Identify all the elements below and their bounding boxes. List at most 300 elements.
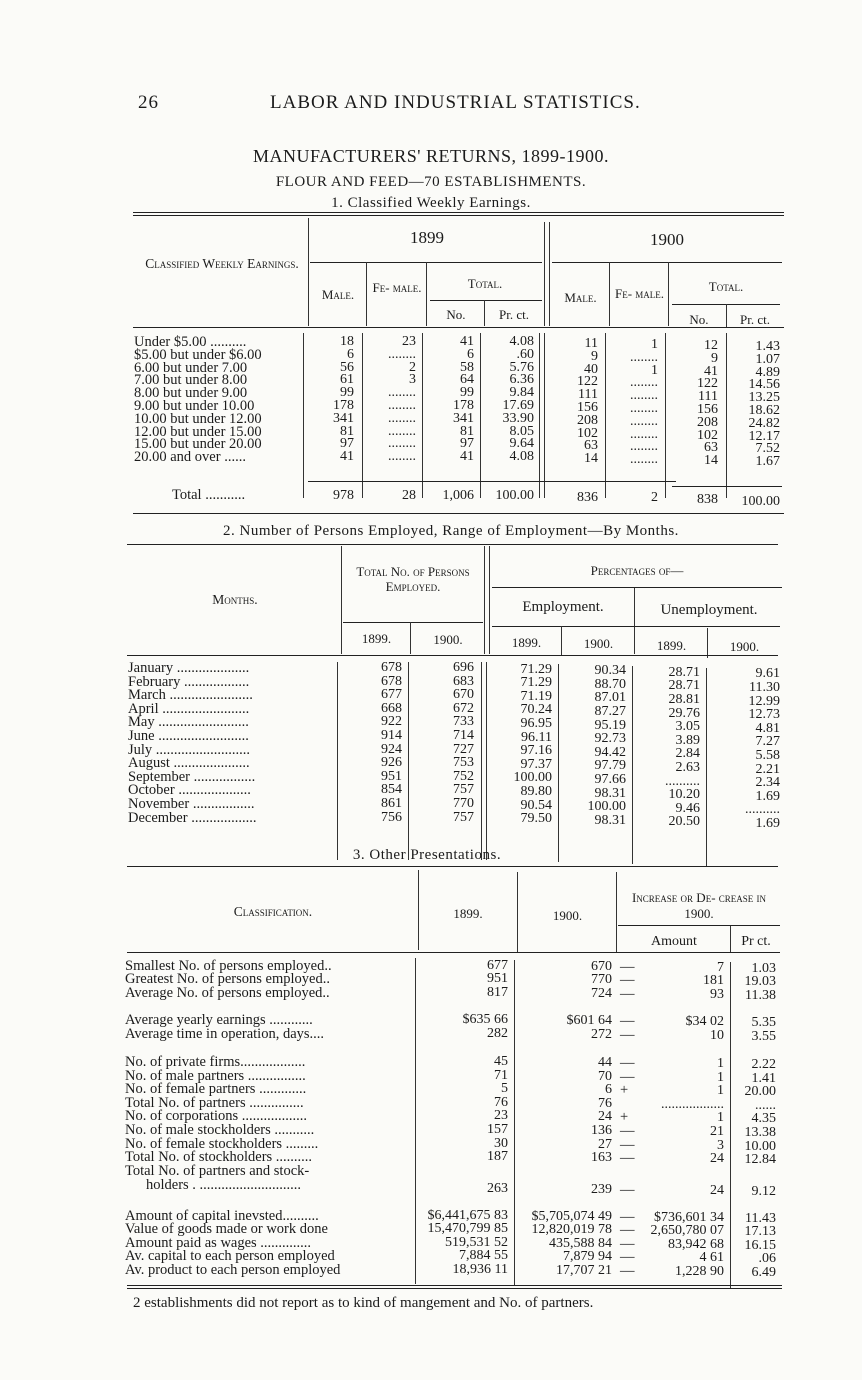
s2-cell-t99: 924 [381,741,402,757]
s1-prct-1900: Pr. ct. [740,312,770,327]
s2-row-label: March ....................... [128,687,253,704]
s3-cell-pct: 4.35 [751,1111,776,1127]
s1-divider [726,333,727,498]
s1-total-p00: 100.00 [741,494,780,509]
s1-row-label: Under $5.00 .......... [134,334,247,350]
s3-year-1899: 1899. [453,906,483,921]
s1-divider [480,333,481,498]
s1-cell-p99: 33.90 [502,410,534,426]
s3-cell-sign: — [620,1262,635,1279]
s1-cell-p99: 6.36 [509,372,534,388]
s1-cell-p00: 14.56 [748,377,780,393]
s3-cell-amount: 1 [717,1069,724,1085]
s3-bottom-rule [127,1285,782,1289]
s2-divider [561,626,562,656]
section1-top-rule [133,212,784,216]
s2-cell-e00: 95.19 [594,717,626,733]
running-head: LABOR AND INDUSTRIAL STATISTICS. [270,92,641,113]
s1-cell-f99: 23 [402,334,416,349]
s2-cell-t00: 757 [453,782,474,798]
s3-cell-1899: 71 [494,1067,508,1083]
report-subtitle: FLOUR AND FEED—70 ESTABLISHMENTS. [275,174,587,190]
s1-cell-f00: ........ [630,452,658,468]
report-title: MANUFACTURERS' RETURNS, 1899-1900. [253,146,609,166]
s1-cell-n00: 102 [697,427,718,443]
s1-cell-p99: 4.08 [509,334,534,349]
s2-cell-t99: 914 [381,728,402,743]
s2-row-label: September ................. [128,768,256,785]
s1-divider [422,333,423,498]
s2-total-hdr: Total No. of Persons Employed. [356,564,470,594]
s1-cell-p00: 1.07 [755,351,780,367]
s1-cell-m00: 122 [577,374,598,390]
s2-cell-e00: 87.01 [594,690,626,706]
s2-cell-t99: 678 [381,660,402,675]
s3-cell-amount: 83,942 68 [668,1236,724,1252]
s2-divider [707,628,708,658]
s1-total-n00: 838 [697,492,718,507]
s1-total-f00: 2 [651,490,658,505]
s3-cell-pct: 12.84 [744,1152,776,1168]
s2-cell-t00: 770 [453,796,474,811]
s3-cell-pct: 1.41 [751,1070,776,1086]
s3-row-label: Greatest No. of persons employed.. [125,971,330,988]
s2-cell-e99: 71.29 [520,675,552,691]
s1-cell-n00: 208 [697,414,718,430]
s3-cell-1899: $6,441,675 83 [427,1208,508,1223]
s2-cell-t99: 677 [381,687,402,703]
s1-cell-p00: 13.25 [748,390,780,406]
s2-cell-u99: 28.71 [668,664,700,680]
s3-cell-pct: 11.38 [745,987,776,1003]
s1-cell-p00: 18.62 [748,403,780,418]
s2-cell-t99: 861 [381,796,402,811]
s2-divider [484,546,485,654]
s3-rule [618,925,780,926]
s2-cell-t99: 668 [381,700,402,716]
s2-divider [341,546,342,654]
s1-row-label: 12.00 but under 15.00 [134,423,262,440]
s3-cell-1900: 770 [591,972,612,988]
s3-cell-sign: — [620,985,635,1002]
s1-cell-n99: 58 [460,359,474,375]
s2-row-label: August ..................... [128,755,250,772]
s1-divider [303,333,304,498]
s3-cell-1899: 5 [501,1081,508,1097]
s1-cell-f99: ........ [388,423,416,439]
s3-divider [517,872,518,952]
s3-top-rule [127,866,778,867]
s3-cell-1900: 163 [591,1150,612,1166]
s2-emp-1899: 1899. [511,635,542,650]
s2-divider [706,668,707,866]
s1-total-m00: 836 [577,490,598,505]
s1-cell-f00: 1 [651,337,658,352]
s3-cell-pct: 16.15 [744,1237,776,1253]
s3-cell-amount: 1 [717,1110,724,1126]
s1-cell-p00: 24.82 [748,415,780,431]
s2-cell-t00: 670 [453,687,474,703]
s1-cell-f99: 3 [409,372,416,388]
s2-cell-u00: 1.69 [755,788,780,804]
s2-cell-e99: 70.24 [520,702,552,718]
s1-total-m99: 978 [333,488,354,503]
s2-cell-u99: 29.76 [668,705,700,721]
footnote: 2 establishments did not report as to kind of mangement and No. of partners. [133,1295,594,1311]
s1-cell-n00: 41 [704,363,718,379]
s2-divider [634,588,635,654]
s1-cell-p99: 9.64 [509,436,534,452]
s3-cell-1899: 519,531 52 [445,1234,508,1250]
s3-cell-1899: 30 [494,1135,508,1151]
s1-cell-f99: ........ [388,449,416,465]
s2-cell-u99: 2.84 [675,746,700,762]
s1-divider [366,262,367,326]
s3-cell-amount: 2,650,780 07 [650,1223,724,1239]
s3-cell-1900: 24 [598,1109,612,1125]
s3-year-1900: 1900. [552,908,583,923]
s3-cell-amount: 3 [717,1137,724,1153]
s3-row-label: Average No. of persons employed.. [125,984,330,1001]
s2-cell-u99: 28.81 [668,692,700,707]
s3-row-label: Average yearly earnings ............ [125,1012,313,1028]
s2-cell-e00: 87.27 [594,704,626,719]
s3-divider [418,870,419,950]
s2-total-1899: 1899. [361,631,392,646]
s2-emp-hdr: Employment. [522,599,604,615]
s2-pct-hdr: Percentages of— [590,563,684,578]
s2-row-label: May ......................... [128,714,249,731]
s3-row-label: No. of male stockholders ........... [125,1122,315,1138]
s1-cell-m00: 208 [577,412,598,428]
s3-cell-1900: 272 [591,1027,612,1042]
s2-cell-u00: 1.69 [755,816,780,831]
s2-cell-e99: 97.37 [520,756,552,772]
s3-row-label: No. of corporations .................. [125,1108,308,1125]
s3-cell-1899: 45 [494,1054,508,1069]
s2-rule [492,626,780,627]
s1-row-label: 10.00 but under 12.00 [134,410,262,427]
s3-cell-amount: 10 [710,1028,724,1043]
s2-rule [343,622,483,623]
s2-cell-u00: 7.27 [755,734,780,750]
s2-row-label: June ......................... [128,728,249,744]
s3-cell-1899: 817 [487,984,508,1000]
s3-row-label: No. of private firms.................. [125,1054,306,1070]
s1-cell-p99: 9.84 [509,385,534,401]
s2-divider [632,666,633,864]
s1-prct-1899: Pr. ct. [499,307,529,322]
s2-cell-u00: 2.21 [755,761,780,777]
s3-cell-sign: — [620,1055,635,1071]
s1-head-rule [133,327,784,328]
s3-cell-1900: $601 64 [566,1013,612,1028]
s1-male-1900: Male. [564,290,597,305]
s3-cell-amount: $736,601 34 [654,1210,724,1225]
s1-cell-n99: 97 [460,436,474,452]
s1-total-label: Total ........... [172,487,246,503]
s2-cell-e99: 97.16 [520,743,552,759]
s2-cell-e99: 100.00 [513,770,552,786]
s3-row-label: No. of male partners ................ [125,1067,306,1084]
s2-cell-e99: 90.54 [520,797,552,813]
s1-row-label: $5.00 but under $6.00 [134,346,262,363]
s1-cell-n99: 178 [453,398,474,413]
s3-prct-hdr: Pr ct. [741,934,771,949]
s3-cell-1899: 15,470,799 85 [427,1221,508,1237]
s1-divider [539,333,540,498]
s3-cell-pct: 3.55 [751,1029,776,1044]
s1-divider [668,262,669,326]
s2-cell-t00: 752 [453,768,474,784]
s2-divider [337,662,338,860]
s1-cell-p99: 8.05 [509,423,534,439]
s1-cell-p99: 17.69 [502,398,534,413]
s1-cell-m00: 11 [584,336,598,351]
s2-cell-u00: 5.58 [755,748,780,763]
s2-cell-t99: 756 [381,809,402,825]
s2-divider [489,546,490,654]
page-number: 26 [138,92,159,113]
s1-no-1900: No. [689,312,709,327]
s1-cell-n00: 156 [697,402,718,417]
s1-cell-f99: ........ [388,398,416,413]
s2-cell-u00: .......... [745,802,780,818]
s2-cell-t00: 696 [453,660,474,675]
s2-cell-u99: 3.89 [675,732,700,748]
s1-divider [544,222,545,326]
s3-cell-sign: — [620,1123,635,1139]
s1-cell-f99: ........ [388,410,416,426]
s3-divider [415,958,416,1284]
s3-cell-amount: 1 [717,1056,724,1071]
s3-divider [730,926,731,952]
s3-cell-sign: — [620,1249,635,1266]
s3-cell-1900: 670 [591,959,612,974]
s2-cell-e99: 89.80 [520,784,552,799]
s3-cell-1899: 677 [487,958,508,973]
s3-cell-pct: .06 [758,1251,776,1267]
s2-cell-e00: 97.66 [594,772,626,787]
s1-cell-m99: 18 [340,334,354,349]
s1-col-label: Classified Weekly Earnings. [145,256,299,271]
s1-rule [430,300,542,301]
s1-total-p99: 100.00 [495,488,534,503]
s1-total-1900: Total. [708,279,744,294]
s2-row-label: October .................... [128,782,251,799]
s1-cell-m99: 6 [347,346,354,362]
s1-row-label: 6.00 but under 7.00 [134,359,248,376]
s1-cell-n99: 64 [460,372,474,388]
s1-cell-p00: 12.17 [748,428,780,444]
s1-no-1899: No. [446,307,466,322]
s3-row-label: Smallest No. of persons employed.. [125,958,332,974]
s3-cell-1899: 282 [487,1026,508,1041]
s3-cell-pct: 13.38 [744,1125,776,1140]
s3-cell-pct: 6.49 [751,1264,776,1280]
s2-cell-t99: 678 [381,673,402,689]
s3-cell-pct: 9.12 [751,1184,776,1199]
s1-cell-f00: ........ [630,375,658,391]
s1-year-1899: 1899 [410,228,444,247]
s3-cell-1899: 18,936 11 [452,1261,508,1277]
s3-cell-1900: 239 [591,1182,612,1197]
s3-cell-pct: 5.35 [751,1015,776,1030]
s3-row-label: Total No. of partners ............... [125,1094,304,1111]
s1-cell-f00: ........ [630,401,658,416]
s1-row-label: 7.00 but under 8.00 [134,372,248,389]
s2-cell-t00: 683 [453,673,474,689]
s3-cell-1900: 7,879 94 [563,1249,612,1265]
s3-cell-pct: 17.13 [744,1224,776,1240]
s1-cell-n00: 122 [697,376,718,392]
s2-cell-t00: 727 [453,741,474,757]
s2-total-1900: 1900. [433,632,463,647]
s1-cell-p99: 5.76 [509,359,534,375]
s2-unemp-1899: 1899. [656,638,687,653]
s3-row-label: Value of goods made or work done [125,1221,328,1238]
s1-rule [552,262,782,263]
s2-cell-e00: 97.79 [594,758,626,774]
s2-cell-u99: 20.50 [668,814,700,830]
s2-cell-e99: 96.95 [520,716,552,731]
s2-divider [408,662,409,860]
s2-divider [410,622,411,654]
s3-cell-1900: $5,705,074 49 [531,1209,612,1224]
s3-cell-1899: 263 [487,1181,508,1196]
s3-cell-pct: ...... [755,1097,776,1113]
s3-row-label: No. of female stockholders ......... [125,1135,319,1152]
s1-cell-m00: 156 [577,400,598,415]
s2-row-label: December .................. [128,809,257,826]
s3-row-label-cont: holders . ............................ [146,1177,302,1193]
s1-cell-p00: 1.67 [755,454,780,470]
s1-total-f99: 28 [402,488,416,503]
s1-cell-n00: 111 [698,389,718,405]
s1-divider [484,300,485,326]
s3-cell-1900: 70 [598,1068,612,1084]
s3-cell-sign: — [620,1182,635,1198]
s1-cell-m99: 56 [340,359,354,375]
s1-cell-p00: 7.52 [755,441,780,457]
s2-cell-t99: 926 [381,755,402,771]
s2-row-label: February .................. [128,673,250,690]
s1-cell-n99: 6 [467,346,474,362]
s3-cell-sign: — [620,972,635,989]
s3-cell-sign: — [620,1235,635,1252]
s1-total-1899: Total. [467,276,503,291]
s3-cell-amount: 4 61 [699,1250,724,1266]
s3-cell-1900: 136 [591,1123,612,1138]
s3-cell-1899: 157 [487,1122,508,1137]
s3-cell-1899: 187 [487,1149,508,1165]
s1-cell-m99: 61 [340,372,354,388]
s2-cell-e00: 90.34 [594,663,626,679]
s2-cell-u99: 9.46 [675,800,700,816]
s3-row-label: Av. capital to each person employed [125,1248,335,1265]
s2-cell-e00: 92.73 [594,731,626,747]
s1-cell-m99: 99 [340,385,354,401]
s3-col-label: Classification. [233,904,313,919]
s3-row-label: Average time in operation, days.... [125,1026,325,1042]
s1-cell-f99: ........ [388,436,416,452]
s3-cell-amount: 1,228 90 [675,1263,724,1279]
s1-row-label: 15.00 but under 20.00 [134,436,262,453]
s3-row-label: Amount paid as wages .............. [125,1234,312,1251]
s3-cell-amount: 24 [710,1183,724,1198]
s3-cell-pct: 20.00 [744,1084,776,1100]
s1-bottom-rule [133,513,784,514]
s1-female-1900: Fe- male. [614,286,665,301]
s2-cell-t00: 733 [453,714,474,730]
s3-cell-1899: 23 [494,1108,508,1124]
s2-cell-u00: 4.81 [755,720,780,736]
s1-row-label: 8.00 but under 9.00 [134,385,248,402]
s1-cell-f00: ........ [630,388,658,404]
s1-cell-m00: 63 [584,438,598,454]
s3-cell-pct: 10.00 [744,1138,776,1154]
s1-cell-n99: 99 [460,385,474,401]
s2-row-label: April ........................ [128,700,250,717]
s2-cell-e00: 98.31 [594,812,626,828]
s1-cell-m00: 102 [577,425,598,441]
s1-divider [362,333,363,498]
s1-cell-n99: 341 [453,410,474,426]
s2-cell-u99: 28.71 [668,678,700,694]
s3-cell-sign: — [620,1222,635,1239]
s1-sum-rule [672,486,782,487]
s1-year-1900: 1900 [650,230,684,249]
s2-cell-e99: 96.11 [521,729,552,745]
s2-cell-t00: 714 [453,728,474,743]
s1-cell-n00: 14 [704,453,718,469]
s2-cell-e00: 88.70 [594,676,626,692]
section3-heading: 3. Other Presentations. [352,847,502,863]
s2-cell-t00: 757 [453,809,474,825]
s2-cell-u00: 11.30 [749,680,780,695]
s3-cell-1900: 12,820,019 78 [531,1222,612,1238]
s1-cell-p00: 1.43 [755,339,780,354]
s1-divider [426,262,427,326]
s1-cell-f00: 1 [651,362,658,378]
s1-total-n99: 1,006 [442,488,474,503]
s3-cell-sign: — [620,1150,635,1167]
s1-cell-f00: ........ [630,439,658,455]
s1-cell-m99: 178 [333,398,354,413]
s1-row-label: 9.00 but under 10.00 [134,398,255,414]
s3-cell-sign: — [620,1068,635,1085]
s2-cell-e00: 100.00 [587,799,626,815]
s2-cell-u00: 2.34 [755,775,780,791]
s2-cell-e99: 71.19 [520,688,552,704]
s3-cell-1900: 17,707 21 [556,1262,612,1278]
s3-cell-pct: 1.03 [751,961,776,976]
s2-cell-u00: 9.61 [755,666,780,682]
s3-cell-1899: 7,884 55 [459,1248,508,1264]
s3-row-label: Total No. of stockholders .......... [125,1149,313,1166]
s2-row-label: July .......................... [128,741,251,758]
s2-cell-t00: 753 [453,755,474,771]
s1-divider [665,333,666,498]
s2-col-label: Months. [212,592,258,607]
s3-cell-1899: 76 [494,1094,508,1110]
s1-divider [605,333,606,498]
s1-cell-n00: 12 [704,338,718,353]
s3-cell-1899: $635 66 [462,1012,508,1027]
s1-cell-n99: 41 [460,449,474,465]
s3-cell-sign: — [620,1027,635,1043]
s3-cell-pct: 19.03 [744,974,776,990]
